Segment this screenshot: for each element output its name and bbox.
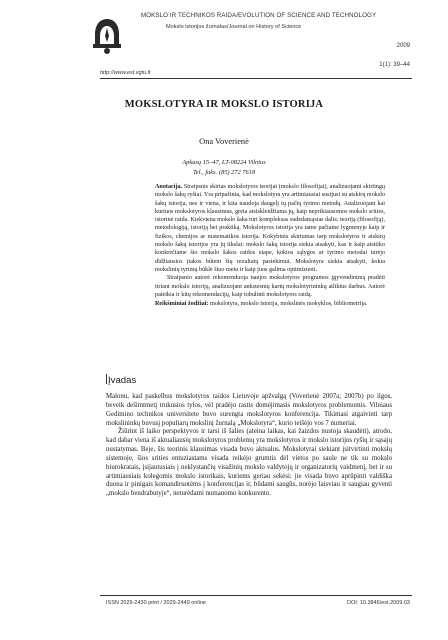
journal-title: MOKSLO IR TECHNIKOS RAIDA/EVOLUTION OF SCIENCE AND TECHNOLOGY [141,12,377,19]
author-address: Apkasų 15–47, LT-08224 Vilnius [182,159,266,166]
body-paragraph-2: Žiūrint iš laiko perspektyvos ir tarsi iš šalies (ateina laikas, kai žaizdos nustoja skaudėti), atrodo, kad dabar viena iš aktualiausių mokslotyros problemų yra mokslotyros ir mokslo istorijos ryšių ir sąsajų nustatymas. Beje, šis teorinis klausimas visada buvo aktualus. Mokslotyrai siekiant įsitvirtinti mokslų sistemoje, šios srities entuziastams visada reikėjo grumtis dėl vietos po saule ne tik su mokslo biurokratais, įsijautusiais į neklystančių visažinių mokslo valdytojų ir organizatorių vaidmenį, bet ir su artimiausiais kolegomis mokslo istorikais, kuriems geriau sekėsi: jie visada buvo aprūpinti valdiška duona ir pinigais komandiruotėms į konferencijas ir, būdami saugūs, norėjo laisviau ir saugiau gyventi „mokslo bendrabutyje“, neturėdami numanomo konkurento. [106,428,392,498]
header-divider [100,78,412,79]
publication-year: 2009 [396,43,410,49]
section-title: Įvadas [108,375,137,386]
author-phone: Tel., faks. (85) 272 7618 [192,169,256,176]
footer-divider [100,595,412,596]
doi[interactable]: DOI: 10.3846/est.2009.03 [347,600,410,606]
body-text [106,393,392,499]
keywords-list: mokslotyra, mokslo istorija, mokslinės mokyklos, bibliometrija. [209,301,368,308]
author-affiliation [0,158,448,178]
journal-logo [90,16,124,56]
body-paragraph-1: Malonu, kad paskelbus mokslotyros raidos Lietuvoje apžvalgą (Voverienė 2007a; 2007b) po ilgos, beveik dešimtmetį trukusios tylos, vėl pradėjo rastis domėjimasis mokslotyros problemomis. Vilniaus Gedimino technikos universitete buvo surengta mokslotyros konferencija. Tikimasi atgaivinti tarp mokslininkų buvusį populiarų mokslinį žurnalą „Mokslotyra“, kurio teišėjo vos 7 numeriai. [106,393,392,427]
author-name: Ona Voverienė [199,137,249,146]
section-heading [106,374,136,386]
abstract-paragraph-2: Straipsnio autorė rekomenduoja naujos mokslotyros programos įgyvendinimą pradėti tiriant mokslo istoriją, analizuojant ankstesnių kartų mokslotyrininkų atliktus darbus. Autorė pateikia ir kitų rekomendacijų, kaip tobulinti mokslotyros raidą. [155,275,385,298]
journal-url[interactable]: http://www.est.vgtu.lt [100,70,151,76]
keywords-label: Reikšminiai žodžiai: [155,301,209,308]
issn: ISSN 2029-2430 print / 2029-2449 online [106,600,206,606]
abstract-paragraph-1: Straipsnis skirtas mokslotyros teorijai (mokslo filosofijai), analizuojami skirtingų mokslo šakų ryšiai. Yra pripažinta, kad mokslotyra yra artimiausiai susijusi su atskirų mokslo šakų istorija, nes ir viena, ir kita naudoja daugelį tų pačių tyrimo metodų. Analizuojant kai kuriuos mokslotyros klausimus, greta atsiskleidžiama jų, kaip neprikiausomos mokslo srities, istorinė raida. Kiekviena mokslo šaka turi kompleksas sudedamąsias dalis: teoriją (filosofiją), metodologiją, istoriją bei praktiką. Mokslotyros istorija yra tame pačiame lygmenyje kaip ir fizikos, chemijos ar matematikos istorija. Kokybinis skirtumas tarp mokslotyros ir atskirų mokslo šakų istorijos yra jų tikslai: mokslo šakų istorija siekia atsakyti, kas ir kaip atsitiko konkrečiame šio mokslo šakos raidos etape, kokios sąlygos ar tyrimo metodai turėjo didžiausios įtakos bûtent šių rezultatų pasiekimui. Mokslotyra siekia atsakyti, kokia mokslinių tyrimų būklė šiuo metu ir kaip juos galima optimizuoti. [155,184,386,273]
section-marker [106,374,107,384]
article-title: MOKSLOTYRA IR MOKSLO ISTORIJA [124,99,324,110]
abstract-label: Anotacija. [155,184,183,190]
abstract [155,183,385,308]
journal-subtitle: Mokslo istorijos žurnalas/Journal on History of Science [166,24,302,30]
volume-pages: 1(1): 39–44 [379,62,410,68]
